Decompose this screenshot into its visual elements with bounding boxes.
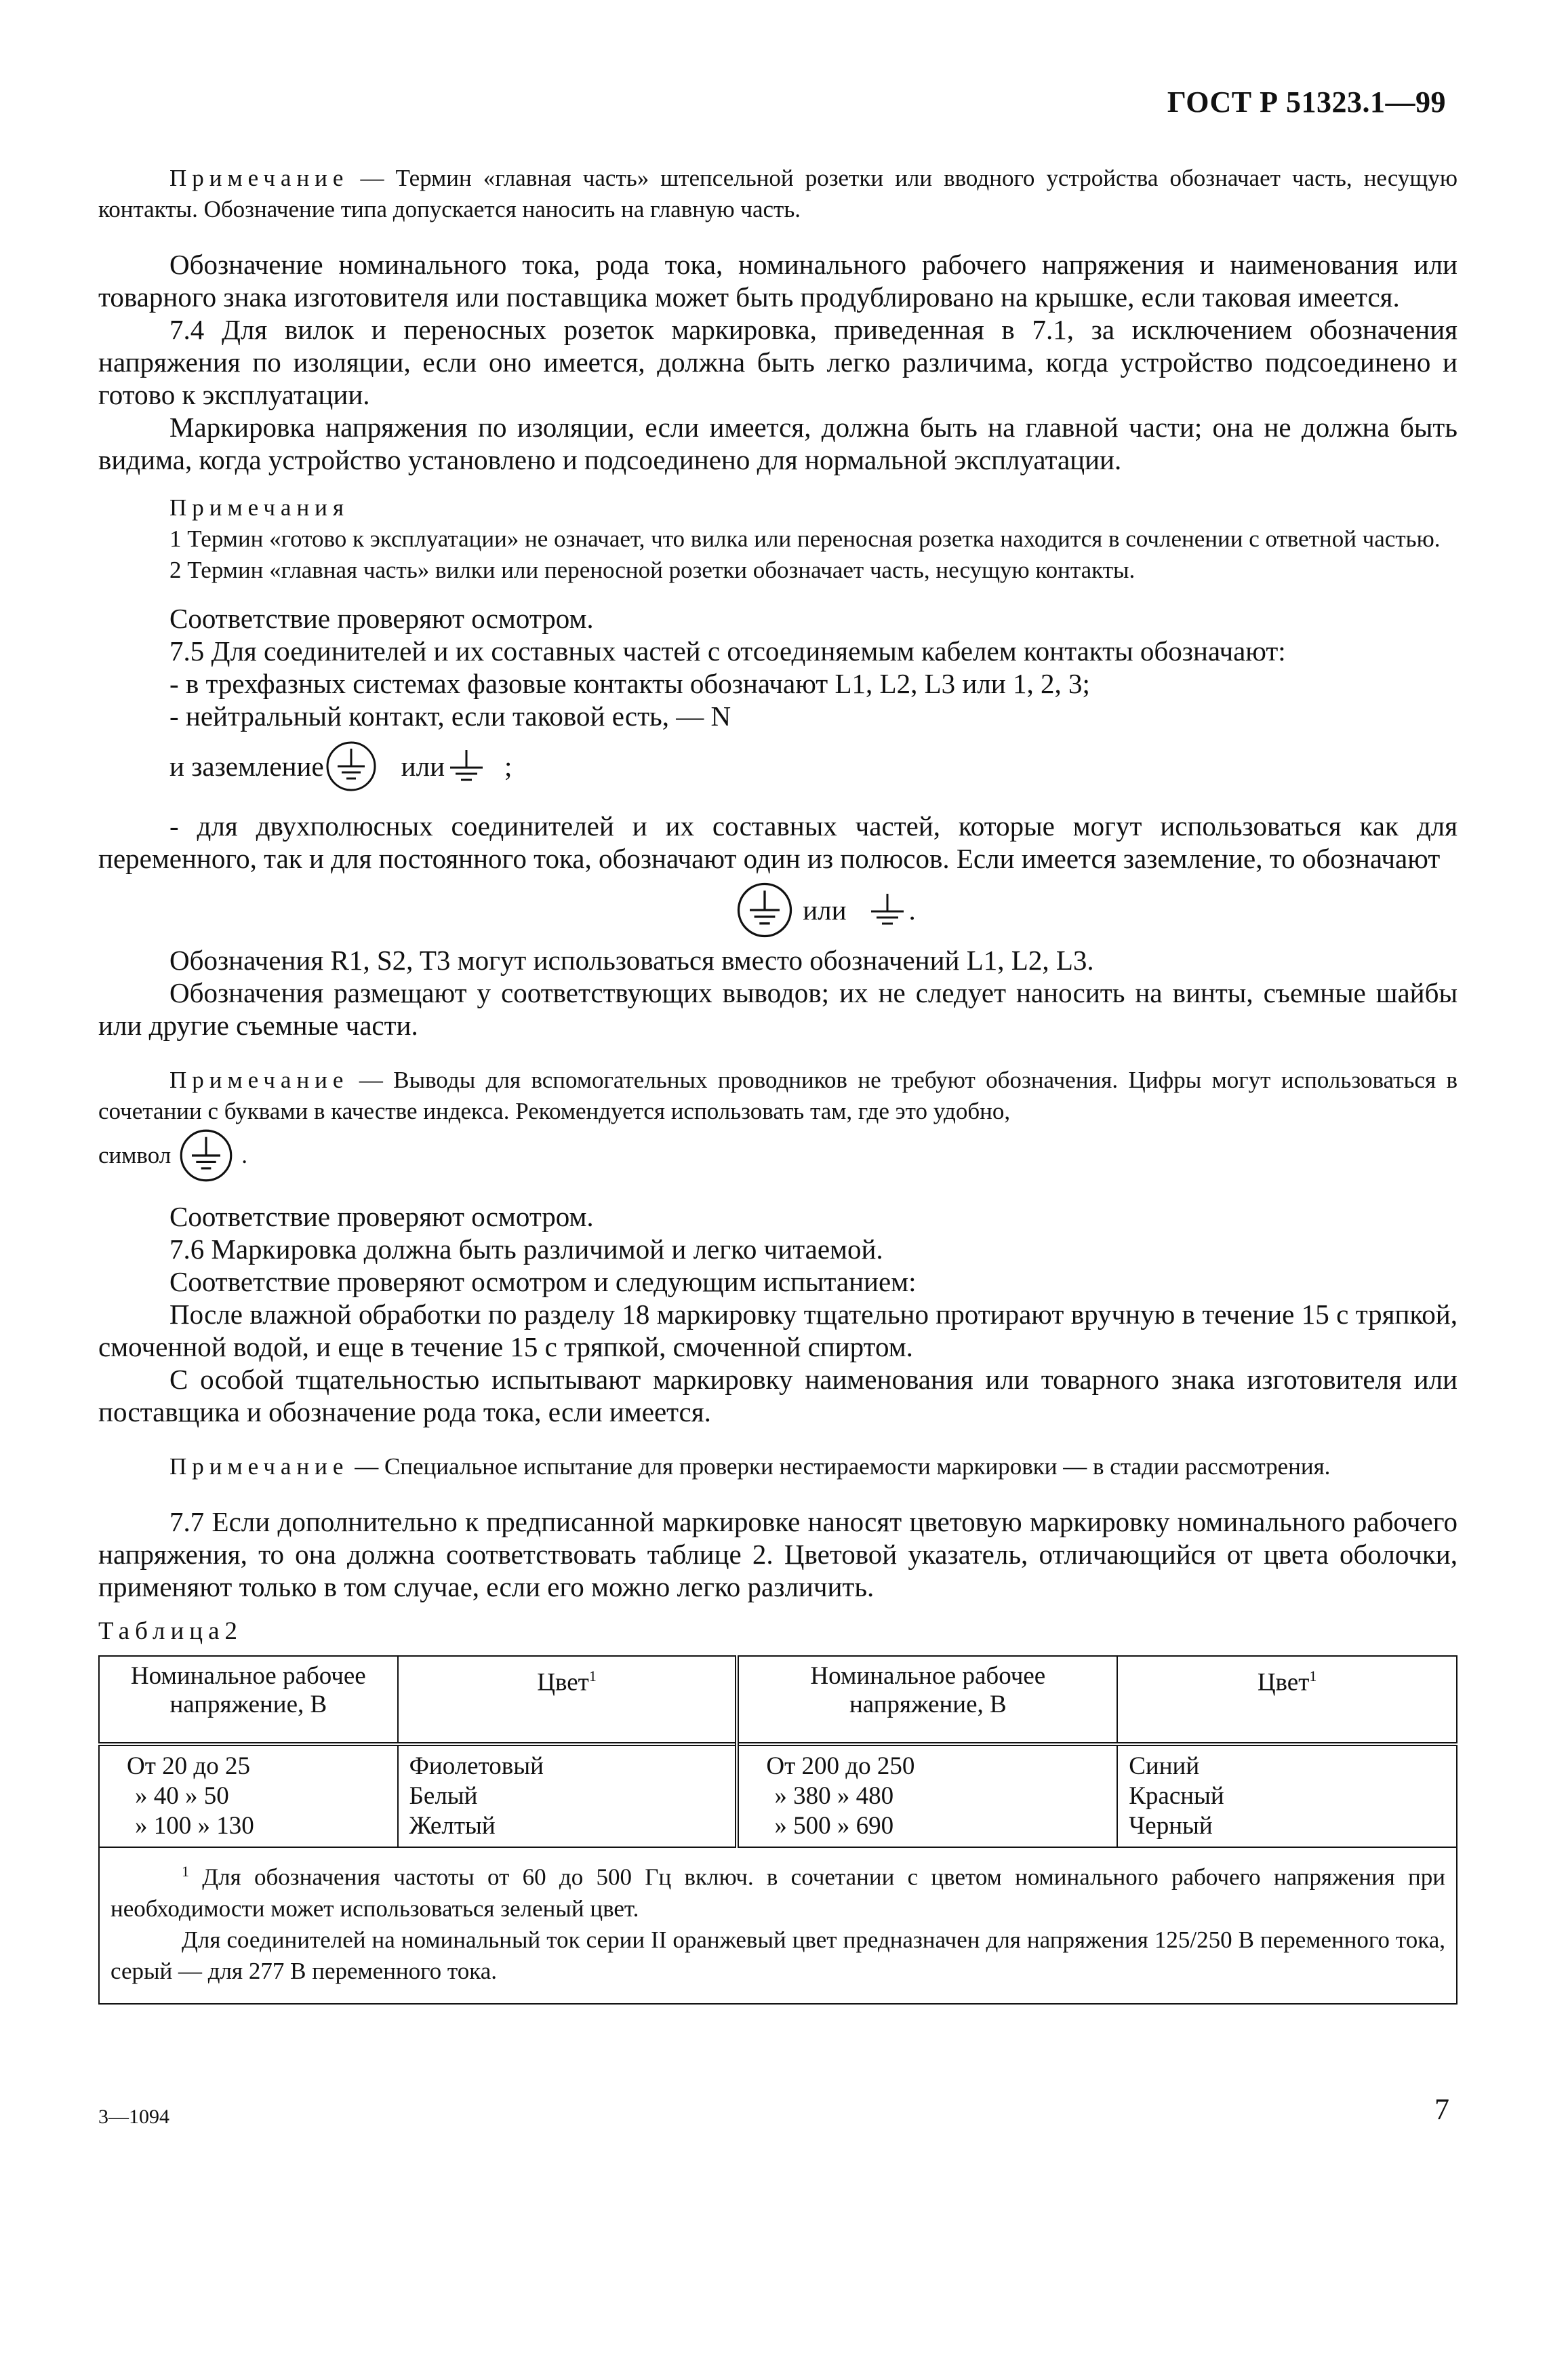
paragraph-duplication: Обозначение номинального тока, рода тока, номинального рабочего напряжения и наименования или товарного знака изготовителя или поставщика может быть продублировано на крышке, если таковая имеется. [98,249,1458,313]
symbol-suffix: . [241,1142,247,1168]
table-header-voltage: Номинальное рабочее напряжение, В [99,1656,398,1744]
earth-prefix: и заземление [169,751,324,782]
notes-label: Примечания [169,494,350,521]
footnote-mark: 1 [182,1863,189,1880]
list-item-two-pole: - для двухполюсных соединителей и их составных частей, которые могут использоваться как для переменного, так и для постоянного тока, обозначают один из полюсов. Если имеется заземление, то обозначают [98,810,1458,874]
center-suffix: . [908,894,916,926]
document-body [98,163,1458,2005]
notes-item-2: 2 Термин «главная часть» вилки или переносной розетки обозначает часть, несущую контакты. [169,557,1135,583]
note-label: Примечание [169,165,349,191]
table-footnotes [99,1847,1457,2004]
paragraph-special-test: С особой тщательностью испытывают маркировку наименования или товарного знака изготовителя или поставщика и обозначение рода тока, если имеется. [98,1364,1458,1427]
paragraph-7-7: 7.7 Если дополнительно к предписанной маркировке наносят цветовую маркировку номинального рабочего напряжения, то она должна соответствовать таблице 2. Цветовой указатель, отличающийся от цвета оболочки, применяют только в том случае, если его можно легко различить. [98,1506,1458,1602]
paragraph-7-4: 7.4 Для вилок и переносных розеток маркировка, приведенная в 7.1, за исключением обозначения напряжения по изоляции, если оно имеется, должна быть легко различима, когда устройство подсоединено и готово к эксплуатации. [98,314,1458,410]
check-inspection-2: Соответствие проверяют осмотром. [169,1201,594,1232]
earth-symbols-line [98,739,1458,793]
note-4 [98,1451,1458,1482]
footnote-mark: 1 [1309,1668,1317,1684]
table-cell-colors-right: Синий Красный Черный [1117,1744,1457,1847]
list-item-neutral: - нейтральный контакт, если таковой есть, — N [169,700,731,732]
footnote-1: $^1$ Для обозначения частоты от 60 до 500 Гц включ. в сочетании с цветом номинального рабочего напряжения при необходимости может использоваться зеленый цвет. [110,1863,1445,1922]
note-text: — Термин «главная часть» штепсельной розетки или вводного устройства обозначает часть, несущую контакты. Обозначение типа допускается наносить на главную часть. [98,165,1458,222]
earth-icon [445,746,488,787]
footnote-mark: 1 [588,1668,597,1684]
paragraph-r1-s2-t3: Обозначения R1, S2, T3 могут использоваться вместо обозначений L1, L2, L3. [169,945,1094,976]
paragraph-7-5: 7.5 Для соединителей и их составных частей с отсоединяемым кабелем контакты обозначают: [169,635,1286,667]
table-footnote-row [99,1847,1457,2004]
center-or: или [803,894,847,926]
check-inspection-1: Соответствие проверяют осмотром. [169,603,594,634]
note-3-symbol-line [98,1127,1458,1184]
notes-block [98,492,1458,586]
table-header-color: Цвет$^1$ [398,1656,738,1744]
print-code: 3—1094 [98,2106,169,2128]
table-header-row [99,1656,1457,1744]
earth-icon [866,890,909,930]
earth-symbols-center [193,880,1458,940]
footnote-2: Для соединителей на номинальный ток серии II оранжевый цвет предназначен для напряжения 125/250 В переменного тока, серый — для 277 В переменного тока. [110,1926,1445,1984]
circled-earth-icon [735,880,795,940]
table-caption: Таблица2 [98,1617,243,1645]
table-cell-voltages-left: От 20 до 25 » 40 » 50 » 100 » 130 [99,1744,398,1847]
note-label: Примечание [169,1453,349,1480]
table-cell-voltages-right: От 200 до 250 » 380 » 480 » 500 » 690 [737,1744,1117,1847]
table-cell-colors-left: Фиолетовый Белый Желтый [398,1744,738,1847]
page-number: 7 [1434,2093,1449,2126]
paragraph-placing: Обозначения размещают у соответствующих выводов; их не следует наносить на винты, съемные шайбы или другие съемные части. [98,977,1458,1041]
table-header-voltage: Номинальное рабочее напряжение, В [737,1656,1117,1744]
note-text: — Специальное испытание для проверки нестираемости маркировки — в стадии рассмотрения. [348,1453,1331,1480]
paragraph-wet-test: После влажной обработки по разделу 18 маркировку тщательно протирают вручную в течение 15 с тряпкой, смоченной водой, и еще в течение 15 с тряпкой, смоченной спиртом. [98,1299,1458,1362]
table-row [99,1744,1457,1847]
check-inspection-3: Соответствие проверяют осмотром и следующим испытанием: [169,1266,917,1297]
paragraph-7-6: 7.6 Маркировка должна быть различимой и легко читаемой. [169,1234,883,1265]
circled-earth-icon [178,1127,235,1184]
symbol-prefix: символ [98,1142,172,1168]
list-item-three-phase: - в трехфазных системах фазовые контакты обозначают L1, L2, L3 или 1, 2, 3; [169,668,1090,699]
voltage-color-table [98,1655,1458,2005]
notes-item-1: 1 Термин «готово к эксплуатации» не означает, что вилка или переносная розетка находится в сочленении с ответной частью. [169,526,1441,552]
note-text: — Выводы для вспомогательных проводников не требуют обозначения. Цифры могут использоваться в сочетании с буквами в качестве индекса. Рекомендуется использовать там, где это удобно, [98,1067,1458,1124]
note-3 [98,1065,1458,1127]
circled-earth-icon [324,739,378,793]
note-1 [98,163,1458,225]
note-label: Примечание [169,1067,349,1093]
earth-or: или [401,751,445,782]
standard-code: ГОСТ Р 51323.1—99 [1167,85,1446,119]
table-header-color: Цвет$^1$ [1117,1656,1457,1744]
earth-suffix: ; [504,751,512,782]
paragraph-insulation-marking: Маркировка напряжения по изоляции, если имеется, должна быть на главной части; она не должна быть видима, когда устройство установлено и подсоединено для нормальной эксплуатации. [98,412,1458,475]
